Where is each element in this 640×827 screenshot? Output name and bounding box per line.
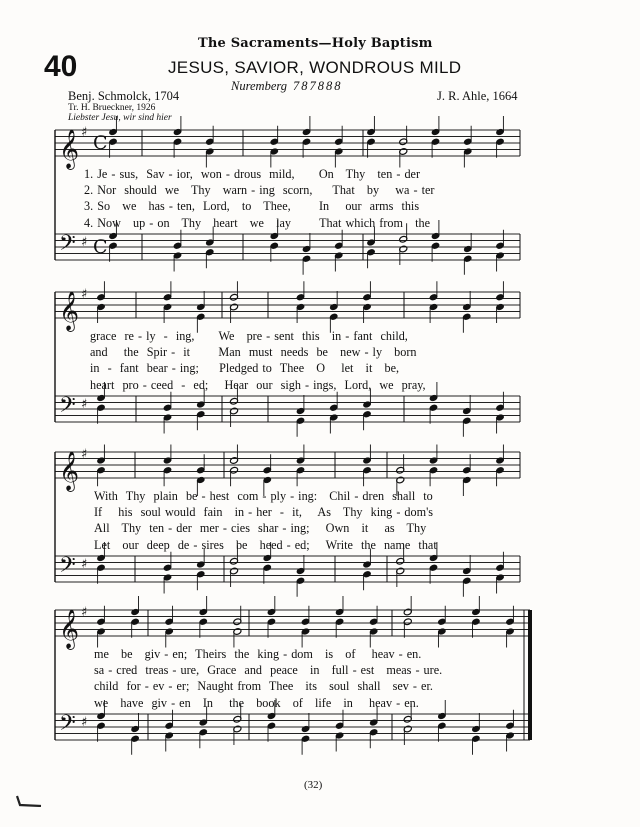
author-credit: Benj. Schmolck, 1704 bbox=[68, 89, 180, 103]
meter: 787888 bbox=[293, 79, 343, 93]
sharp-sign: ♯ bbox=[81, 557, 88, 572]
sharp-sign: ♯ bbox=[81, 715, 88, 730]
bass-clef: 𝄢 bbox=[59, 393, 76, 423]
sharp-sign: ♯ bbox=[81, 605, 88, 620]
lyric-line: 1. Je - sus, Sav - ior, won - drous mild, On Thy ten - der bbox=[84, 167, 421, 181]
lyrics-system-4 bbox=[94, 646, 442, 711]
lyrics-system-2 bbox=[90, 328, 426, 393]
page-number: (32) bbox=[304, 779, 323, 791]
lyric-line: me be giv - en; Theirs the king - dom is of heav - en. bbox=[94, 647, 422, 661]
tune-name: Nuremberg bbox=[231, 79, 288, 93]
bass-clef: 𝄢 bbox=[59, 231, 76, 261]
sharp-sign: ♯ bbox=[81, 235, 88, 250]
original-title: Liebster Jesu, wir sind hier bbox=[68, 113, 172, 123]
treble-clef: 𝄞 bbox=[59, 129, 80, 169]
common-time-sign: C bbox=[93, 236, 108, 258]
treble-clef: 𝄞 bbox=[59, 609, 80, 649]
lyric-line: 4. Now up - on Thy heart we lay That which from the bbox=[84, 215, 431, 230]
lyric-line: child for - ev - er; Naught from Thee its soul shall sev - er. bbox=[94, 679, 433, 694]
scan-corner-mark bbox=[16, 795, 42, 807]
lyric-line: sa - cred treas - ure, Grace and peace in full - est meas - ure. bbox=[94, 663, 443, 678]
lyric-line: heart pro - ceed - ed; Hear our sigh - ings, Lord, we pray, bbox=[90, 377, 426, 392]
common-time-sign: C bbox=[93, 132, 108, 154]
sharp-sign: ♯ bbox=[81, 397, 88, 412]
lyric-line: and the Spir - it Man must needs be new - ly born bbox=[90, 345, 417, 360]
bass-clef: 𝄢 bbox=[59, 711, 76, 741]
treble-clef: 𝄞 bbox=[59, 291, 80, 331]
sharp-sign: ♯ bbox=[81, 125, 88, 140]
lyric-line: 3. So we has - ten, Lord, to Thee, In our arms this bbox=[84, 199, 420, 214]
treble-clef: 𝄞 bbox=[59, 451, 80, 491]
translator-credit: Tr. H. Brueckner, 1926 bbox=[68, 103, 156, 113]
lyrics-system-1 bbox=[84, 166, 434, 231]
lyric-line: All Thy ten - der mer - cies shar - ing; Own it as Thy bbox=[94, 521, 427, 536]
lyric-line: we have giv - en In the book of life in heav - en. bbox=[94, 695, 419, 710]
hymn-number: 40 bbox=[44, 50, 78, 83]
lyrics-system-3 bbox=[94, 488, 437, 553]
sharp-sign: ♯ bbox=[81, 447, 88, 462]
section-heading: The Sacraments—Holy Baptism bbox=[198, 36, 433, 51]
sharp-sign: ♯ bbox=[81, 287, 88, 302]
composer-credit: J. R. Ahle, 1664 bbox=[437, 89, 518, 103]
hymn-title: JESUS, SAVIOR, WONDROUS MILD bbox=[168, 58, 462, 77]
lyric-line: Let our deep de - sires be heed - ed; Write the name that bbox=[94, 537, 437, 552]
bass-clef: 𝄢 bbox=[59, 553, 76, 583]
lyric-line: If his soul would fain in - her - it, As Thy king - dom's bbox=[94, 505, 434, 520]
lyric-line: 2. Nor should we Thy warn - ing scorn, That by wa - ter bbox=[84, 183, 435, 198]
lyric-line: in - fant bear - ing; Pledged to Thee O let it be, bbox=[90, 361, 400, 376]
lyric-line: With Thy plain be - hest com - ply - ing: Chil - dren shall to bbox=[94, 489, 433, 503]
lyric-line: grace re - ly - ing, We pre - sent this in - fant child, bbox=[90, 329, 408, 343]
